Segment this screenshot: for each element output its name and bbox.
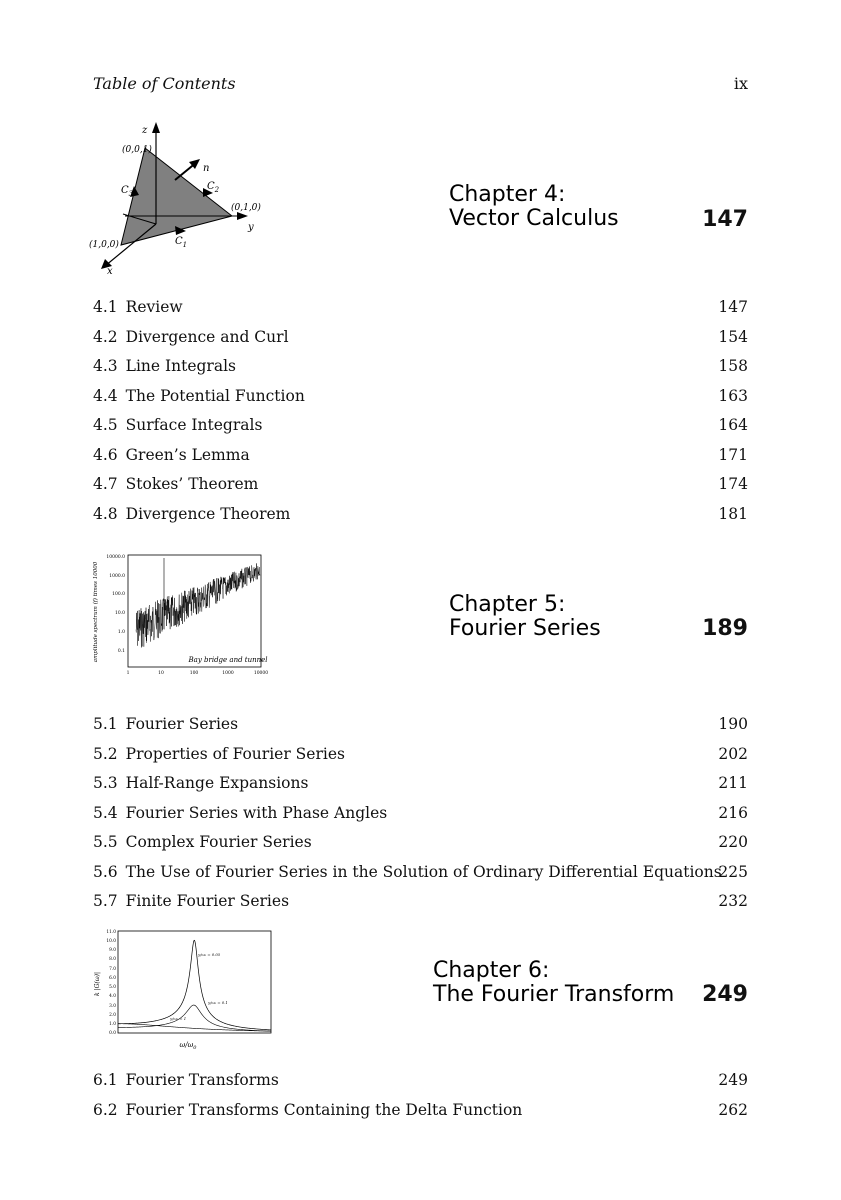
svg-text:10000.0: 10000.0 — [106, 555, 125, 560]
svg-text:3.0: 3.0 — [109, 1004, 116, 1009]
chapter-5-toc — [93, 715, 748, 922]
svg-text:1: 1 — [126, 671, 130, 676]
page-number: ix — [733, 74, 748, 93]
svg-text:1.0: 1.0 — [117, 630, 125, 635]
svg-text:4.0: 4.0 — [109, 994, 116, 999]
x-label: x — [107, 266, 113, 277]
svg-text:10: 10 — [158, 671, 164, 676]
toc-entry[interactable]: 4.2 Divergence and Curl 154 — [93, 327, 748, 346]
toc-entry[interactable]: 6.2 Fourier Transforms Containing the Delta Function 262 — [93, 1100, 748, 1119]
toc-entry[interactable]: 6.1 Fourier Transforms 249 — [93, 1071, 748, 1089]
running-header-title: Table of Contents — [93, 74, 236, 93]
chapter-6-title: The Fourier Transform — [433, 982, 675, 1007]
chapter-5-heading — [449, 593, 601, 641]
curve-3-label: γ/ω₀ = 1 — [170, 1016, 187, 1021]
y-label: y — [248, 222, 254, 233]
svg-text:10.0: 10.0 — [106, 939, 116, 944]
toc-entry[interactable]: 4.5 Surface Integrals 164 — [93, 416, 748, 434]
svg-text:100.0: 100.0 — [112, 592, 125, 597]
plot-frame — [118, 931, 271, 1033]
toc-entry[interactable]: 4.7 Stokes’ Theorem 174 — [93, 475, 748, 493]
toc-entry[interactable]: 4.6 Green’s Lemma 171 — [93, 445, 748, 464]
fourier-transform-figure — [90, 926, 276, 1054]
svg-text:6.0: 6.0 — [109, 976, 116, 981]
spectrum-y-label: amplitude spectrum (f) times 10000 — [93, 561, 99, 663]
toc-entry[interactable]: 4.1 Review 147 — [93, 298, 748, 316]
svg-text:0.1: 0.1 — [117, 649, 125, 654]
svg-text:2.0: 2.0 — [109, 1013, 116, 1018]
chapter-4-title: Vector Calculus — [449, 206, 619, 231]
svg-text:9.0: 9.0 — [109, 948, 116, 953]
toc-entry[interactable]: 4.8 Divergence Theorem 181 — [93, 504, 748, 523]
svg-text:100: 100 — [189, 671, 199, 676]
transform-y-label: k |G(ω)| — [94, 972, 101, 996]
toc-entry[interactable]: 5.4 Fourier Series with Phase Angles 216 — [93, 803, 748, 822]
z-label: z — [142, 125, 148, 136]
c1-label: $C_1$ — [175, 236, 188, 249]
svg-text:5.0: 5.0 — [109, 985, 116, 990]
toc-entry[interactable]: 5.1 Fourier Series 190 — [93, 715, 748, 733]
svg-text:8.0: 8.0 — [109, 957, 116, 962]
chapter-4-page: 147 — [702, 207, 748, 232]
svg-text:10.0: 10.0 — [114, 611, 125, 616]
toc-entry[interactable]: 5.5 Complex Fourier Series 220 — [93, 833, 748, 851]
chapter-4-label: Chapter 4: — [449, 182, 566, 207]
y-tick-labels — [106, 554, 125, 654]
chapter-6-label: Chapter 6: — [433, 958, 550, 983]
transform-x-label: $\omega/\omega_0$ — [179, 1041, 197, 1051]
chapter-5-label: Chapter 5: — [449, 592, 566, 617]
curve-1-label: γ/ω₀ = 0.05 — [198, 952, 221, 957]
chapter-4-heading — [449, 183, 619, 231]
c3-label: $C_3$ — [121, 185, 134, 198]
fourier-spectrum-figure — [88, 550, 273, 678]
chapter-6-page: 249 — [702, 982, 748, 1007]
chapter-6-toc — [93, 1071, 748, 1130]
point-001-label: (0,0,1) — [122, 145, 152, 155]
svg-text:7.0: 7.0 — [109, 967, 116, 972]
svg-text:11.0: 11.0 — [106, 930, 116, 935]
z-axis-arrow — [152, 122, 160, 133]
chapter-5-title: Fourier Series — [449, 616, 601, 641]
y-tick-labels — [106, 930, 116, 1036]
toc-entry[interactable]: 4.4 The Potential Function 163 — [93, 386, 748, 405]
toc-entry[interactable]: 5.6 The Use of Fourier Series in the Solution of Ordinary Differential Equations 225 — [93, 862, 748, 881]
chapter-5-page: 189 — [702, 616, 748, 641]
svg-text:0.0: 0.0 — [109, 1031, 116, 1036]
n-label: n — [203, 163, 210, 174]
spectrum-annotation: Bay bridge and tunnel — [188, 656, 268, 664]
svg-text:10000: 10000 — [253, 671, 269, 676]
x-tick-labels — [127, 670, 269, 676]
point-010-label: (0,1,0) — [231, 203, 261, 213]
y-axis-arrow — [237, 212, 248, 220]
vector-calculus-figure — [85, 118, 275, 278]
toc-entry[interactable]: 5.7 Finite Fourier Series 232 — [93, 892, 748, 910]
svg-text:1.0: 1.0 — [109, 1022, 116, 1027]
chapter-4-toc — [93, 298, 748, 534]
point-100-label: (1,0,0) — [89, 240, 119, 250]
toc-entry[interactable]: 4.3 Line Integrals 158 — [93, 357, 748, 375]
toc-entry[interactable]: 5.2 Properties of Fourier Series 202 — [93, 744, 748, 763]
c2-label: $C_2$ — [207, 181, 220, 194]
toc-entry[interactable]: 5.3 Half-Range Expansions 211 — [93, 774, 748, 792]
svg-text:1000.0: 1000.0 — [109, 574, 125, 579]
curve-2-label: γ/ω₀ = 0.1 — [208, 1000, 228, 1005]
chapter-6-heading — [433, 959, 674, 1007]
svg-text:1000: 1000 — [222, 671, 234, 676]
